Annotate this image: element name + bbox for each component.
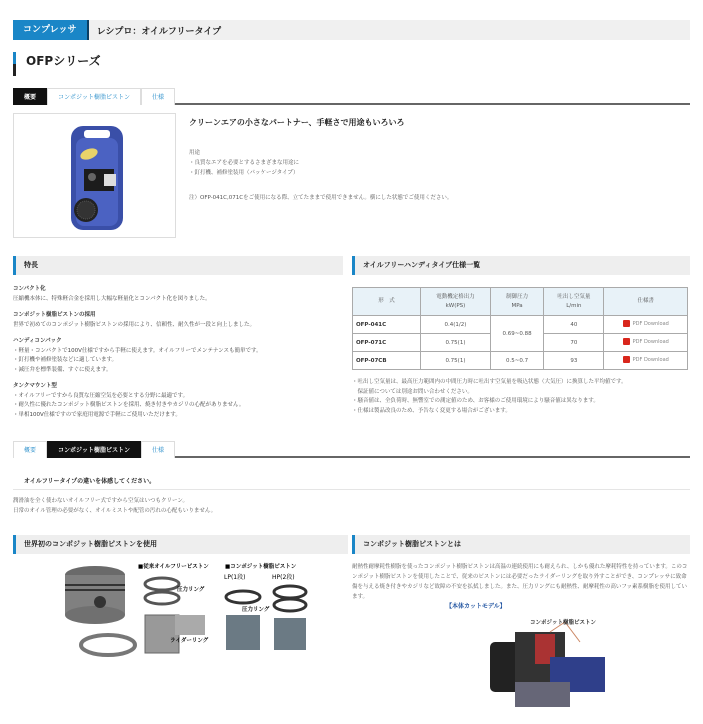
label-hp: HP(2段) xyxy=(272,574,295,581)
features-heading: 特長 xyxy=(13,256,343,275)
breadcrumb xyxy=(13,20,690,40)
feature-text: 世界で初めてのコンポジット樹脂ピストンの採用により、信頼性、耐久性が一段と向上しました。 xyxy=(13,321,256,328)
features-list xyxy=(13,285,343,420)
feature-title: コンパクト化 xyxy=(13,286,46,292)
piston-diagram xyxy=(60,560,310,670)
pdf-icon xyxy=(623,320,630,327)
tab-overview[interactable]: 概要 xyxy=(13,441,47,458)
spec-table xyxy=(352,287,688,370)
table-header-row xyxy=(353,288,688,316)
use-item: ・良質なエアを必要とするさまざまな用途に xyxy=(189,160,300,166)
piston-description: 耐熱性耐摩耗性樹脂を使ったコンポジット樹脂ピストンは高温の連続使用にも耐えられ、しかも優れた摩耗特性を持っています。このコンポジット樹脂ピストンを使用したことで、従来のピストンには必要だったライダーリングを取り外すことができ、コンプレッサに致命傷を与える焼き付きやカジリなど故障の不安を払拭しました。また、圧力リングにも耐熱性、耐摩耗性の高いフッ素系樹脂を使用しています。 xyxy=(352,564,688,600)
piston-tagline: オイルフリータイプの違いを体感してください。 xyxy=(24,478,156,485)
product-catchphrase: クリーンエアの小さなパートナー、手軽さで用途もいろいろ xyxy=(189,118,405,127)
uses-heading: 用途 xyxy=(189,150,201,156)
spec-heading: オイルフリーハンディタイプ仕様一覧 xyxy=(352,256,690,275)
tab-composite-piston[interactable]: コンポジット樹脂ピストン xyxy=(47,88,141,105)
piston-intro: 潤滑油を全く使わないオイルフリー式ですから空気はいつもクリーン。 日常のオイル管理の必要がなく、オイルミストや配管の汚れの心配もいりません。 xyxy=(13,498,217,514)
label-lp: LP(1段) xyxy=(224,574,246,581)
tab-specs[interactable]: 仕様 xyxy=(141,88,175,105)
table-row: OFP-041C 0.4(1/2) 0.69~0.88 40 PDF Download xyxy=(353,316,688,334)
cut-model-label: 【本体カットモデル】 xyxy=(446,603,506,610)
page-title: OFPシリーズ xyxy=(13,52,101,76)
feature-text: ・減圧弁を標準装備、すぐに使えます。 xyxy=(13,366,112,373)
col-header: 制御圧力 MPa xyxy=(490,288,543,316)
feature-title: コンポジット樹脂ピストンの採用 xyxy=(13,312,96,318)
label-pressure-ring: 圧力リング xyxy=(177,587,205,593)
use-item: ・釘打機、補修塗装用（パッケージタイプ） xyxy=(189,170,299,176)
pdf-download-link[interactable]: PDF Download xyxy=(623,338,669,345)
feature-title: タンクマウント型 xyxy=(13,383,57,389)
col-header: 吐出し空気量 L/min xyxy=(544,288,604,316)
piston-right-heading: コンポジット樹脂ピストンとは xyxy=(352,535,690,554)
divider xyxy=(13,489,690,490)
label-rider-ring: ライダーリング xyxy=(170,638,209,644)
product-note: 注）OFP-041C,071Cをご使用になる際、立てたままで使用できません。横にした状態でご使用ください。 xyxy=(189,195,453,201)
breadcrumb-subcategory: レシプロ：オイルフリータイプ xyxy=(96,26,222,37)
cut-model-image xyxy=(480,612,630,720)
label-composite: ■コンポジット樹脂ピストン xyxy=(225,564,297,570)
pdf-icon xyxy=(623,356,630,363)
feature-text: ・耐久性に優れたコンポジット樹脂ピストンを採用、焼き付きやカジリの心配がありません。 xyxy=(13,402,245,408)
feature-text: ・釘打機や補修塗装などに適しています。 xyxy=(13,357,118,363)
table-row: OFP-071C 0.75(1) 70 PDF Download xyxy=(353,334,688,352)
product-image xyxy=(13,113,176,238)
breadcrumb-category[interactable]: コンプレッサ xyxy=(13,20,89,40)
piston-left-heading: 世界初のコンポジット樹脂ピストンを使用 xyxy=(13,535,348,554)
tab-overview[interactable]: 概要 xyxy=(13,88,47,105)
tab-bar-2 xyxy=(13,441,690,458)
label-pressure-ring: 圧力リング xyxy=(242,607,270,613)
feature-title: ハンディコンパック xyxy=(13,338,62,344)
feature-text: 圧縮機本体に、特殊軽合金を採用し大幅な軽量化とコンパクト化を図りました。 xyxy=(13,295,211,302)
pdf-download-link[interactable]: PDF Download xyxy=(623,320,669,327)
col-header: 形 式 xyxy=(353,288,421,316)
pdf-download-link[interactable]: PDF Download xyxy=(623,356,669,363)
feature-text: ・単相100V仕様ですので家庭用電源で手軽にご使用いただけます。 xyxy=(13,411,181,418)
col-header: 電動機定格出力 kW(PS) xyxy=(421,288,491,316)
feature-text: ・オイルフリーですから良質な圧縮空気を必要とする分野に最適です。 xyxy=(13,392,189,399)
spec-notes: ・吐出し空気量は、最高圧力範囲内の中間圧力時に吐出す空気量を吸込状態（大気圧）に換算した平均値です。 保証値については別途お問い合わせください。 ・騒音値は、全負荷時、無響室での測定値のため、お客様のご使用環境により騒音値は異なります。 ・仕様は製品改良のため、予告なく変更する場合がございます。 xyxy=(352,379,627,414)
col-header: 仕様書 xyxy=(604,288,688,316)
tab-specs[interactable]: 仕様 xyxy=(141,441,175,458)
label-conventional: ■従来オイルフリーピストン xyxy=(138,564,209,570)
feature-text: ・軽量・コンパクトで100V仕様ですから手軽に使えます。オイルフリーでメンテナンスも簡単です。 xyxy=(13,347,262,354)
pdf-icon xyxy=(623,338,630,345)
cut-model-callout: コンポジット樹脂ピストン xyxy=(530,620,597,626)
tab-bar xyxy=(13,88,690,105)
product-uses xyxy=(189,148,299,178)
tab-composite-piston[interactable]: コンポジット樹脂ピストン xyxy=(47,441,141,458)
table-row: OFP-07CB 0.75(1) 0.5~0.7 93 PDF Download xyxy=(353,352,688,370)
